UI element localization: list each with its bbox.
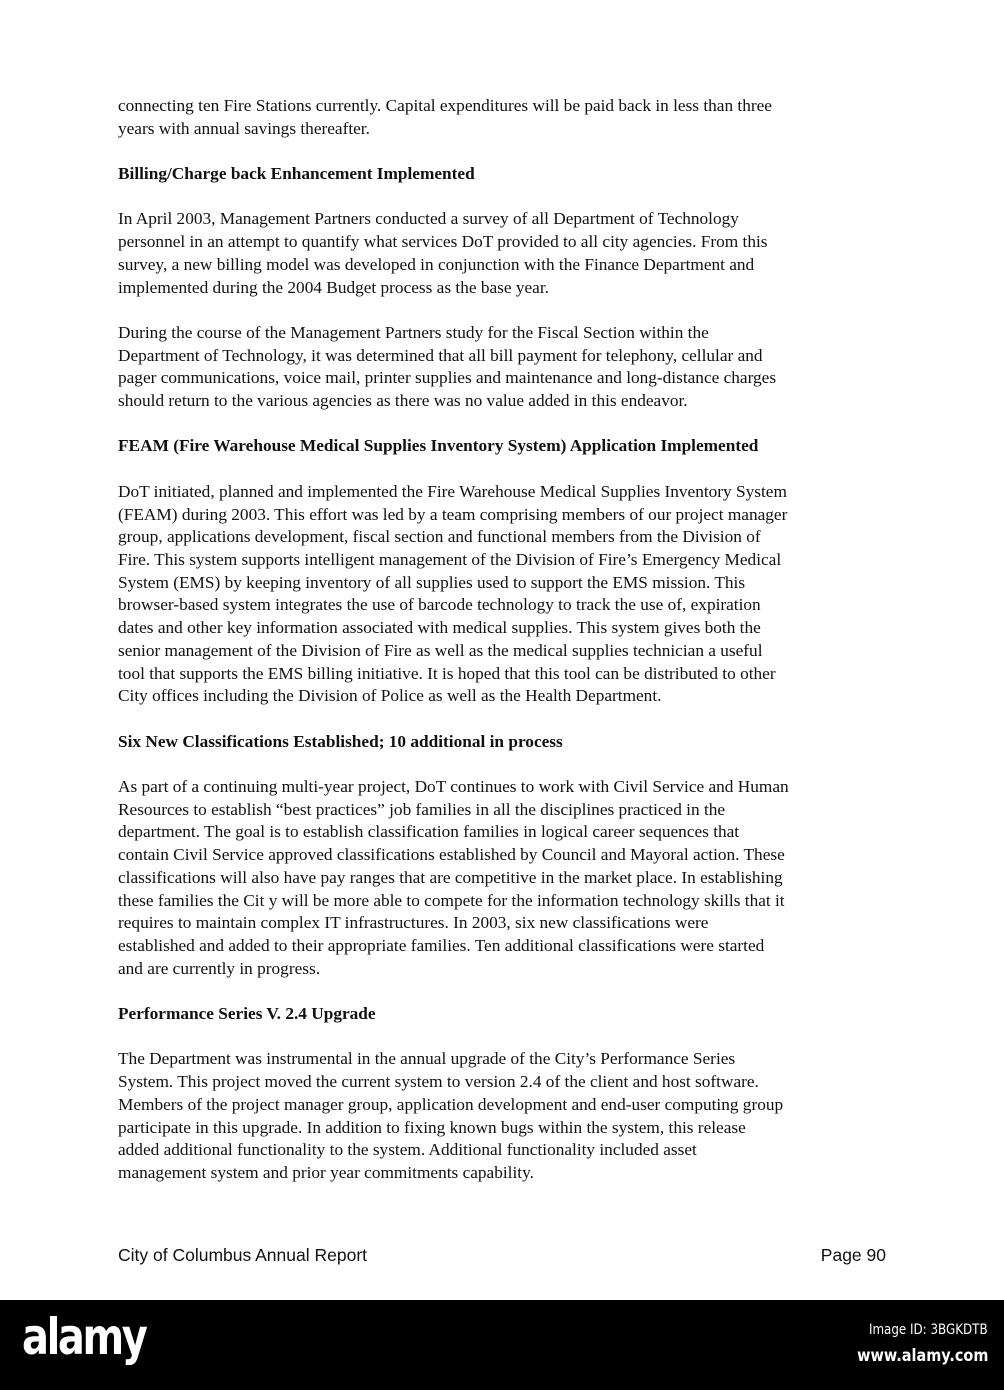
text-line: connecting ten Fire Stations currently. Capital expenditures will be paid back in less than three [118, 96, 772, 115]
paragraph [118, 208, 898, 299]
text-line: Fire. This system supports intelligent management of the Division of Fire’s Emergency Medical [118, 549, 782, 569]
paragraph [118, 776, 898, 980]
watermark-banner [0, 1300, 1004, 1390]
text-line: (FEAM) during 2003. This effort was led by a team comprising members of our project manager [118, 504, 788, 524]
text-line: implemented during the 2004 Budget process as the base year. [118, 277, 549, 297]
text-line: contain Civil Service approved classifications established by Council and Mayoral action. These [118, 845, 785, 865]
text-line: dates and other key information associated with medical supplies. This system gives both the [118, 618, 761, 638]
text-line: personnel in an attempt to quantify what services DoT provided to all city agencies. From this [118, 232, 768, 252]
text-line: System (EMS) by keeping inventory of all supplies used to support the EMS mission. This [118, 572, 746, 592]
text-line: DoT initiated, planned and implemented the Fire Warehouse Medical Supplies Inventory System [118, 481, 787, 501]
text-line: group, applications development, fiscal section and functional members from the Division of [118, 527, 761, 547]
paragraph [118, 322, 898, 413]
text-line: Department of Technology, it was determined that all bill payment for telephony, cellular and [118, 345, 763, 365]
text-line: The Department was instrumental in the annual upgrade of the City’s Performance Series [118, 1049, 736, 1069]
text-line: should return to the various agencies as there was no value added in this endeavor. [118, 391, 688, 411]
paragraph [118, 481, 898, 708]
watermark-url: www.alamy.com [856, 1346, 988, 1366]
text-line: browser-based system integrates the use of barcode technology to track the use of, expiration [118, 595, 761, 615]
text-line: and are currently in progress. [118, 958, 321, 978]
text-line: established and added to their appropriate families. Ten additional classifications were started [118, 935, 765, 955]
text-line: Members of the project manager group, application development and end-user computing group [118, 1094, 784, 1114]
text-line: requires to maintain complex IT infrastructures. In 2003, six new classifications were [118, 913, 709, 933]
section-heading: Billing/Charge back Enhancement Implemented [118, 164, 475, 184]
text-line: tool that supports the EMS billing initiative. It is hoped that this tool can be distributed to other [118, 663, 776, 683]
text-line: participate in this upgrade. In addition to fixing known bugs within the system, this release [118, 1117, 746, 1137]
text-line: Resources to establish “best practices” job families in all the disciplines practiced in the [118, 799, 726, 819]
alamy-logo: alamy [22, 1308, 146, 1366]
text-line: pager communications, voice mail, printer supplies and maintenance and long-distance charges [118, 368, 777, 388]
text-line: management system and prior year commitments capability. [118, 1162, 534, 1182]
text-line: years with annual savings thereafter. [118, 118, 370, 138]
text-line: survey, a new billing model was developed in conjunction with the Finance Department and [118, 254, 755, 274]
text-line: classifications will also have pay ranges that are competitive in the market place. In establishing [118, 867, 783, 887]
section-heading: Six New Classifications Established; 10 additional in process [118, 731, 563, 751]
footer-title: City of Columbus Annual Report [118, 1245, 368, 1265]
section-heading: FEAM (Fire Warehouse Medical Supplies Inventory System) Application Implemented [118, 436, 759, 456]
text-line: department. The goal is to establish classification families in logical career sequences that [118, 822, 740, 842]
text-line: City offices including the Division of Police as well as the Health Department. [118, 686, 662, 706]
text-line: As part of a continuing multi-year project, DoT continues to work with Civil Service and Human [118, 776, 789, 796]
document-body [118, 95, 898, 1207]
text-line: In April 2003, Management Partners conducted a survey of all Department of Technology [118, 209, 739, 229]
section-heading: Performance Series V. 2.4 Upgrade [118, 1004, 376, 1023]
page-number: Page 90 [820, 1245, 886, 1265]
text-line: senior management of the Division of Fire as well as the medical supplies technician a useful [118, 640, 763, 660]
paragraph [118, 1048, 898, 1184]
text-line: these families the Cit y will be more able to compete for the information technology skills that it [118, 890, 785, 910]
text-line: During the course of the Management Partners study for the Fiscal Section within the [118, 322, 709, 342]
page-footer [118, 1245, 886, 1266]
text-line: added additional functionality to the system. Additional functionality included asset [118, 1140, 697, 1160]
image-id: Image ID: 3BGKDTB [869, 1322, 988, 1338]
paragraph [118, 95, 898, 140]
text-line: System. This project moved the current system to version 2.4 of the client and host software. [118, 1072, 759, 1092]
